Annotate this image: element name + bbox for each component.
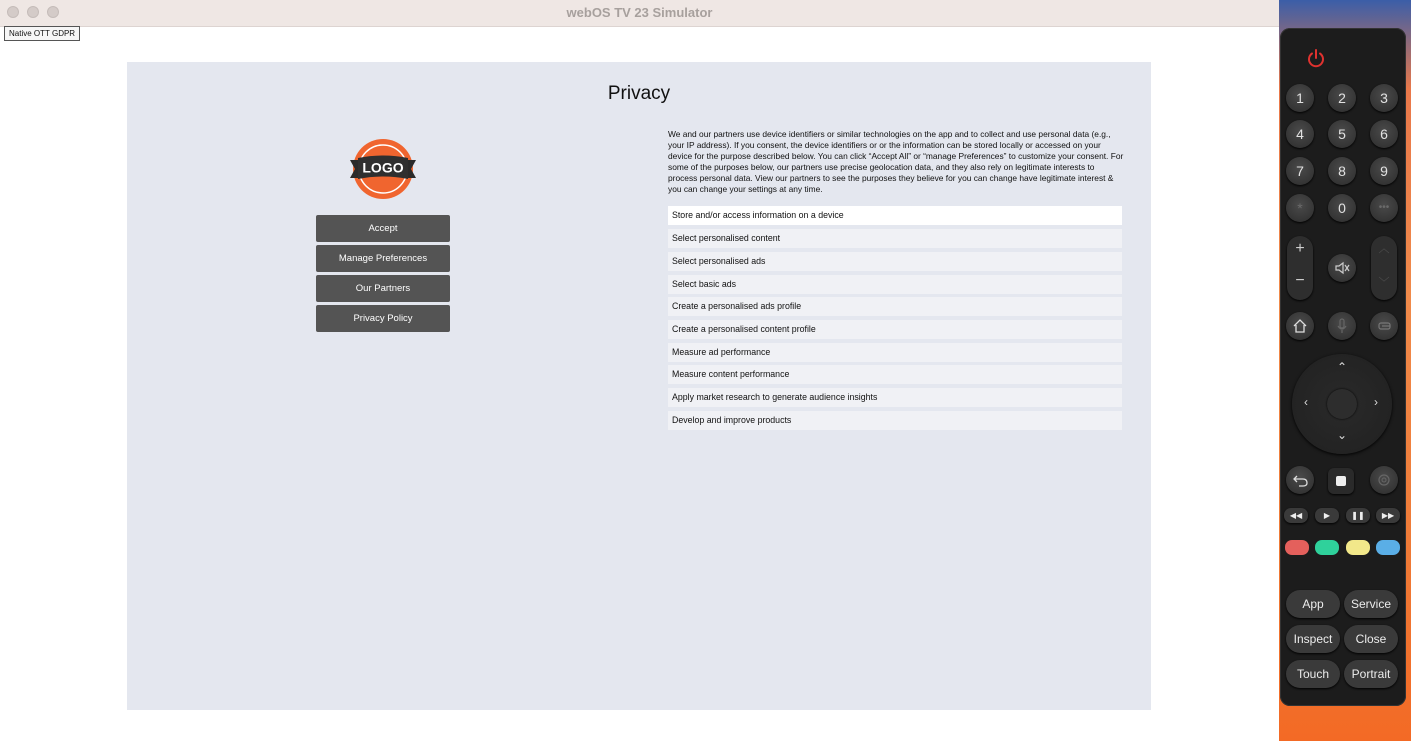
close-button[interactable]: Close: [1344, 625, 1398, 653]
settings-button[interactable]: [1370, 466, 1398, 494]
portrait-button[interactable]: Portrait: [1344, 660, 1398, 688]
pause-button[interactable]: [1346, 508, 1370, 523]
stop-icon: [1328, 468, 1354, 494]
logo-icon: [348, 137, 418, 201]
dpad-up-icon[interactable]: ⌃: [1337, 360, 1348, 374]
touch-button[interactable]: Touch: [1286, 660, 1340, 688]
purpose-item[interactable]: Select personalised ads: [668, 252, 1122, 271]
page-title: Privacy: [607, 83, 671, 104]
chevron-up-icon: ︿: [1378, 243, 1390, 255]
stop-button[interactable]: [1328, 468, 1354, 494]
purpose-item[interactable]: Develop and improve products: [668, 411, 1122, 430]
digit-7-button[interactable]: 7: [1286, 157, 1314, 185]
privacy-policy-button[interactable]: Privacy Policy: [316, 305, 450, 332]
blue-key-button[interactable]: [1376, 540, 1400, 555]
dpad-left-icon[interactable]: ‹: [1304, 395, 1308, 409]
mute-icon: [1328, 254, 1356, 282]
microphone-icon: [1328, 312, 1356, 340]
volume-up-label: +: [1295, 240, 1305, 257]
title-bar: [0, 0, 1279, 27]
purpose-item[interactable]: Apply market research to generate audience insights: [668, 388, 1122, 407]
power-icon[interactable]: [1306, 48, 1326, 68]
debug-tag: Native OTT GDPR: [4, 26, 80, 41]
manage-preferences-button[interactable]: Manage Preferences: [316, 245, 450, 272]
purpose-item[interactable]: Measure content performance: [668, 365, 1122, 384]
red-key-button[interactable]: [1285, 540, 1309, 555]
dpad-right-icon[interactable]: ›: [1374, 395, 1378, 409]
volume-rocker[interactable]: [1287, 236, 1313, 300]
back-icon: [1286, 466, 1314, 494]
rewind-button[interactable]: [1284, 508, 1308, 523]
remote-control: [1280, 28, 1406, 706]
digit-3-button[interactable]: 3: [1370, 84, 1398, 112]
purpose-item[interactable]: Create a personalised content profile: [668, 320, 1122, 339]
inspect-button[interactable]: Inspect: [1286, 625, 1340, 653]
rewind-icon: ◀◀: [1289, 511, 1303, 520]
asterisk-button[interactable]: *: [1286, 194, 1314, 222]
volume-down-label: −: [1295, 272, 1305, 289]
dpad-down-icon[interactable]: ⌄: [1337, 428, 1348, 442]
purpose-item[interactable]: Store and/or access information on a device: [668, 206, 1122, 225]
our-partners-button[interactable]: Our Partners: [316, 275, 450, 302]
digit-4-button[interactable]: 4: [1286, 120, 1314, 148]
input-button[interactable]: [1370, 312, 1398, 340]
accept-button[interactable]: Accept: [316, 215, 450, 242]
digit-2-button[interactable]: 2: [1328, 84, 1356, 112]
dpad[interactable]: [1292, 354, 1392, 454]
digit-8-button[interactable]: 8: [1328, 157, 1356, 185]
privacy-app: [127, 62, 1151, 710]
service-button[interactable]: Service: [1344, 590, 1398, 618]
logo-text: LOGO: [362, 159, 404, 176]
dpad-ok-button[interactable]: [1327, 389, 1357, 419]
digit-6-button[interactable]: 6: [1370, 120, 1398, 148]
window-title: webOS TV 23 Simulator: [566, 5, 713, 20]
green-key-button[interactable]: [1315, 540, 1339, 555]
digit-5-button[interactable]: 5: [1328, 120, 1356, 148]
fast-forward-icon: ▶▶: [1381, 511, 1395, 520]
play-icon: ▶: [1323, 511, 1331, 520]
channel-rocker[interactable]: [1371, 236, 1397, 300]
purpose-item[interactable]: Create a personalised ads profile: [668, 297, 1122, 316]
play-button[interactable]: [1315, 508, 1339, 523]
home-button[interactable]: [1286, 312, 1314, 340]
microphone-button[interactable]: [1328, 312, 1356, 340]
fast-forward-button[interactable]: [1376, 508, 1400, 523]
gear-icon: [1370, 466, 1398, 494]
purpose-item[interactable]: Select basic ads: [668, 275, 1122, 294]
app-button[interactable]: App: [1286, 590, 1340, 618]
input-icon: [1370, 312, 1398, 340]
digit-1-button[interactable]: 1: [1286, 84, 1314, 112]
purpose-item[interactable]: Select personalised content: [668, 229, 1122, 248]
yellow-key-button[interactable]: [1346, 540, 1370, 555]
digit-9-button[interactable]: 9: [1370, 157, 1398, 185]
back-button[interactable]: [1286, 466, 1314, 494]
pause-icon: ❚❚: [1351, 511, 1365, 520]
home-icon: [1286, 312, 1314, 340]
consent-description: We and our partners use device identifiers or similar technologies on the app and to collect and use personal data (e.g., your IP address). If you consent, the device identifiers or or the information can be stored locally or accessed on your device for the purpose described below. You can click “Accept All” or “manage Preferences” to customize your consent. For some of the purposes below, our partners use precise geolocation data, and they also rely on legitimate interests to process personal data. View our partners to see the purposes they believe for you can change have legitimate interest & you can change your settings at any time.: [668, 129, 1124, 195]
digit-0-button[interactable]: 0: [1328, 194, 1356, 222]
more-button[interactable]: •••: [1370, 194, 1398, 222]
purpose-item[interactable]: Measure ad performance: [668, 343, 1122, 362]
mute-button[interactable]: [1328, 254, 1356, 282]
chevron-down-icon: ﹀: [1378, 277, 1390, 289]
